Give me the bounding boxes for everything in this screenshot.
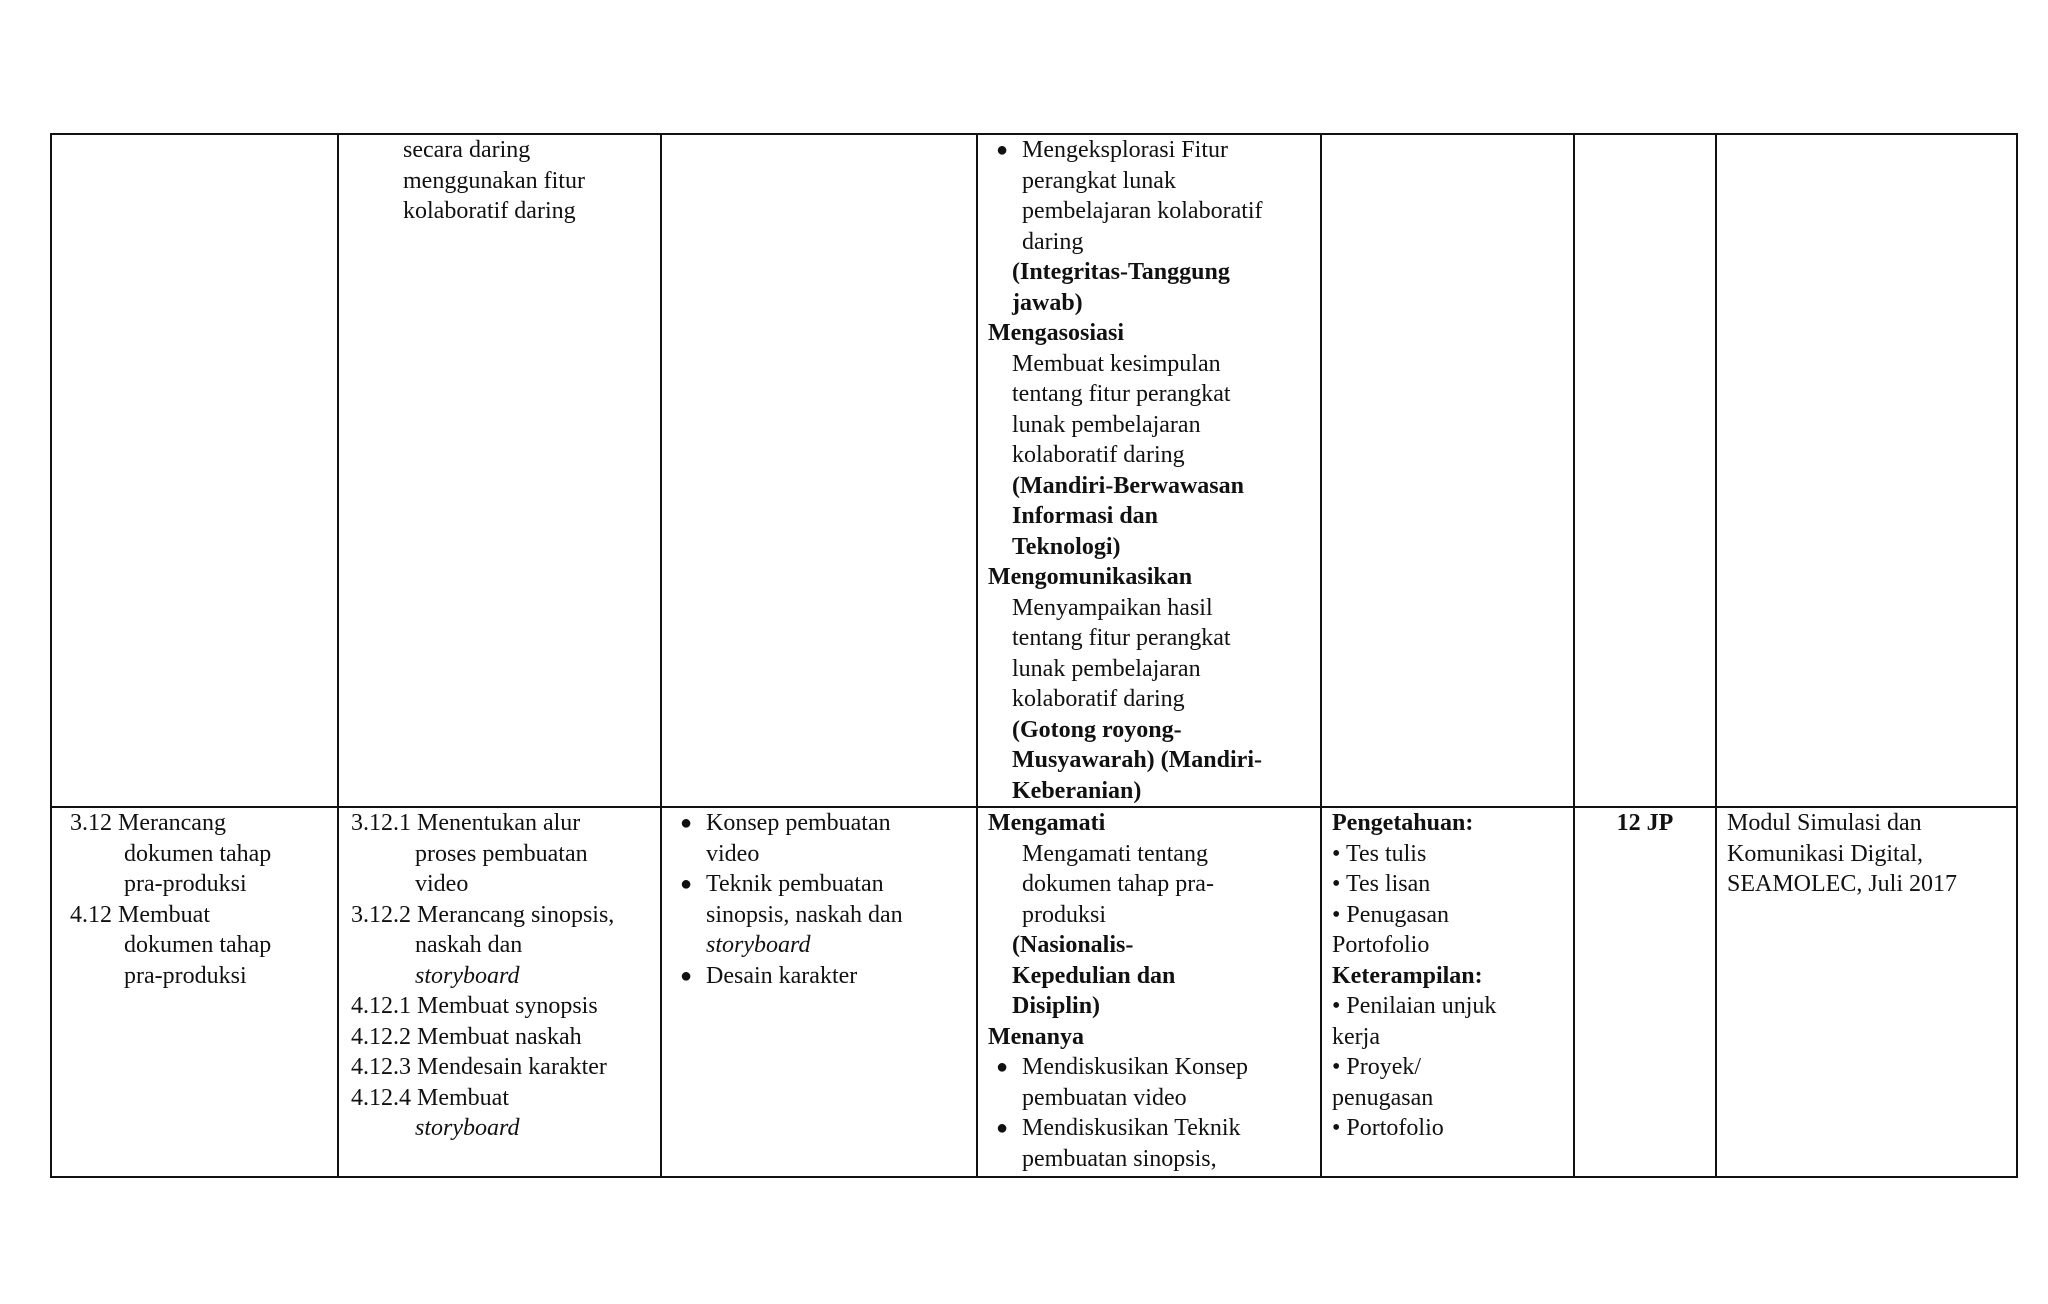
character-value: (Integritas-Tanggung jawab) bbox=[1012, 259, 1230, 316]
kd-item: 4.12 Membuat dokumen tahap pra-produksi bbox=[70, 901, 272, 989]
character-value: (Gotong royong- Musyawarah) (Mandiri- Keberanian) bbox=[1012, 716, 1262, 804]
assessment-heading: Keterampilan: bbox=[1332, 962, 1483, 989]
assessment-item: • Proyek/ bbox=[1332, 1054, 1422, 1080]
indicator-item: 4.12.1 Membuat synopsis bbox=[351, 993, 598, 1019]
activity-text: Mengamati tentang dokumen tahap pra- produksi bbox=[1022, 840, 1214, 928]
character-value: (Mandiri-Berwawasan Informasi dan Teknologi) bbox=[1012, 472, 1244, 560]
assessment-cell bbox=[1321, 134, 1574, 807]
activity-text: Menyampaikan hasil tentang fitur perangkat lunak pembelajaran kolaboratif daring bbox=[1012, 594, 1231, 712]
source-line: SEAMOLEC, Juli 2017 bbox=[1727, 871, 1958, 897]
indicator-line: secara daring bbox=[403, 137, 531, 163]
activity-heading: Mengasosiasi bbox=[988, 320, 1125, 346]
kd-cell bbox=[51, 134, 338, 807]
bullet-icon: ● bbox=[996, 139, 1009, 161]
assessment-item: • Penugasan bbox=[1332, 901, 1450, 928]
assessment-item: • Penilaian unjuk bbox=[1332, 993, 1497, 1019]
list-item: ● Desain karakter bbox=[672, 961, 966, 992]
activity-heading: Mengamati bbox=[988, 810, 1106, 836]
time-allocation-cell bbox=[1574, 134, 1716, 807]
assessment-heading: Pengetahuan: bbox=[1332, 810, 1474, 836]
source-line: Modul Simulasi dan bbox=[1727, 810, 1922, 836]
activity-heading: Mengomunikasikan bbox=[988, 564, 1193, 590]
material-cell bbox=[661, 134, 977, 807]
activity-text: Membuat kesimpulan tentang fitur perangkat lunak pembelajaran kolaboratif daring bbox=[1012, 350, 1231, 468]
activity-heading: Menanya bbox=[988, 1023, 1084, 1050]
bullet-icon: ● bbox=[680, 812, 693, 834]
indicator-item: 4.12.2 Membuat naskah bbox=[351, 1023, 582, 1050]
indicator-item: 4.12.4 Membuat storyboard bbox=[351, 1084, 520, 1141]
list-item: ● Mendiskusikan Konsep pembuatan video bbox=[996, 1054, 1248, 1111]
indicator-cell bbox=[338, 807, 661, 1177]
kd-item: 3.12 Merancang dokumen tahap pra-produksi bbox=[70, 810, 272, 897]
indicator-cell bbox=[338, 134, 661, 807]
time-allocation-value: 12 JP bbox=[1616, 810, 1674, 836]
character-value: (Nasionalis- Kepedulian dan Disiplin) bbox=[1012, 932, 1176, 1019]
assessment-item: • Tes tulis bbox=[1332, 840, 1427, 867]
kd-cell bbox=[51, 807, 338, 1177]
source-cell bbox=[1716, 134, 2017, 807]
activity-cell bbox=[977, 807, 1321, 1177]
assessment-item: • Tes lisan bbox=[1332, 871, 1431, 897]
source-cell bbox=[1716, 807, 2017, 1177]
source-line: Komunikasi Digital, bbox=[1727, 840, 1923, 867]
activity-cell bbox=[977, 134, 1321, 807]
indicator-line: menggunakan fitur bbox=[403, 167, 585, 194]
assessment-cell bbox=[1321, 807, 1574, 1177]
bullet-icon: ● bbox=[680, 964, 693, 987]
assessment-item: • Portofolio bbox=[1332, 1115, 1444, 1141]
assessment-item: penugasan bbox=[1332, 1084, 1434, 1111]
indicator-item: 4.12.3 Mendesain karakter bbox=[351, 1054, 607, 1080]
list-item: ● Mendiskusikan Teknik pembuatan sinopsis, bbox=[996, 1115, 1241, 1172]
indicator-line: kolaboratif daring bbox=[403, 198, 576, 224]
bullet-icon: ● bbox=[680, 873, 693, 895]
time-allocation-cell bbox=[1574, 807, 1716, 1177]
indicator-item: 3.12.2 Merancang sinopsis, naskah dan storyboard bbox=[351, 901, 615, 989]
table-row bbox=[51, 134, 2017, 807]
list-item: ● Mengeksplorasi Fitur perangkat lunak pembelajaran kolaboratif daring bbox=[996, 137, 1263, 255]
assessment-item: Portofolio bbox=[1332, 932, 1430, 958]
syllabus-table bbox=[50, 133, 2018, 1178]
assessment-item: kerja bbox=[1332, 1023, 1380, 1050]
indicator-item: 3.12.1 Menentukan alur proses pembuatan video bbox=[351, 810, 588, 897]
list-item: ● Teknik pembuatan sinopsis, naskah dan storyboard bbox=[680, 871, 903, 958]
table-row bbox=[51, 807, 2017, 1177]
material-cell bbox=[661, 807, 977, 1177]
bullet-icon: ● bbox=[996, 1117, 1009, 1139]
list-item: ● Konsep pembuatan video bbox=[680, 810, 891, 867]
bullet-icon: ● bbox=[996, 1056, 1009, 1078]
